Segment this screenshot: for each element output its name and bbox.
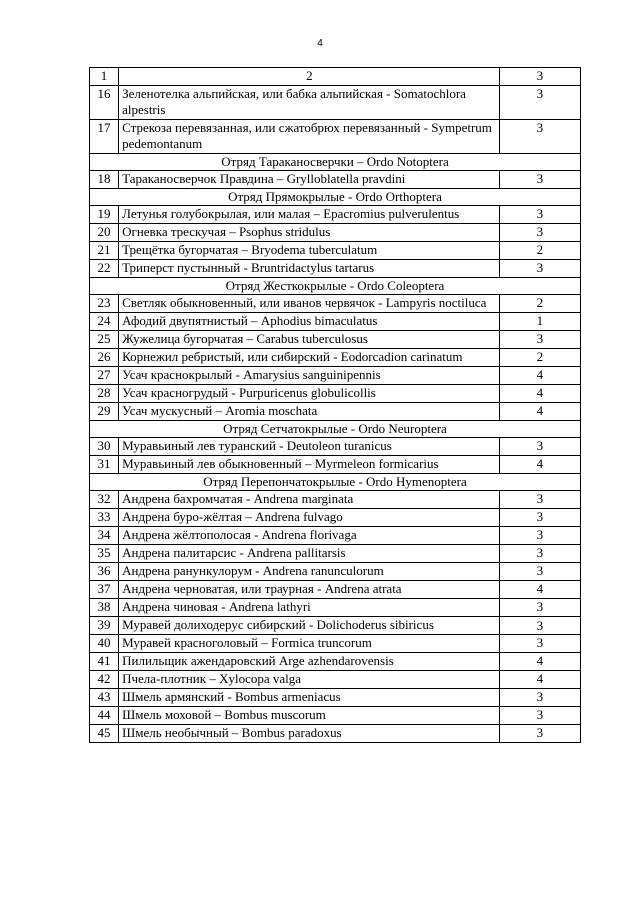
species-name: Светляк обыкновенный, или иванов червячок - Lampyris noctiluca <box>119 295 500 313</box>
category-value: 1 <box>499 313 580 331</box>
category-value: 2 <box>499 242 580 260</box>
order-title: Отряд Прямокрылые - Ordo Orthoptera <box>90 189 581 206</box>
table-row <box>90 707 581 725</box>
table-row <box>90 635 581 653</box>
category-value: 4 <box>499 403 580 421</box>
row-number: 28 <box>90 385 119 403</box>
row-number: 40 <box>90 635 119 653</box>
table-row <box>90 86 581 120</box>
category-value: 2 <box>499 295 580 313</box>
header-col-1: 1 <box>90 68 119 86</box>
species-table <box>89 67 581 743</box>
category-value: 3 <box>499 86 580 120</box>
row-number: 25 <box>90 331 119 349</box>
row-number: 21 <box>90 242 119 260</box>
category-value: 3 <box>499 725 580 743</box>
row-number: 37 <box>90 581 119 599</box>
table-row <box>90 331 581 349</box>
category-value: 3 <box>499 617 580 635</box>
category-value: 3 <box>499 599 580 617</box>
table-row <box>90 367 581 385</box>
table-row <box>90 313 581 331</box>
species-name: Усач красногрудый - Purpuricenus globulicollis <box>119 385 500 403</box>
row-number: 19 <box>90 206 119 224</box>
table-row <box>90 206 581 224</box>
table-row <box>90 617 581 635</box>
order-row <box>90 474 581 491</box>
category-value: 2 <box>499 349 580 367</box>
page-number: 4 <box>317 38 323 49</box>
row-number: 27 <box>90 367 119 385</box>
row-number: 35 <box>90 545 119 563</box>
row-number: 44 <box>90 707 119 725</box>
row-number: 24 <box>90 313 119 331</box>
row-number: 42 <box>90 671 119 689</box>
row-number: 34 <box>90 527 119 545</box>
row-number: 31 <box>90 456 119 474</box>
species-name: Шмель моховой – Bombus muscorum <box>119 707 500 725</box>
category-value: 3 <box>499 260 580 278</box>
header-row <box>90 68 581 86</box>
row-number: 45 <box>90 725 119 743</box>
category-value: 4 <box>499 385 580 403</box>
header-col-2: 2 <box>119 68 500 86</box>
row-number: 16 <box>90 86 119 120</box>
row-number: 41 <box>90 653 119 671</box>
table-row <box>90 671 581 689</box>
species-name: Андрена буро-жёлтая – Andrena fulvago <box>119 509 500 527</box>
order-row <box>90 154 581 171</box>
species-name: Андрена чиновая - Andrena lathyri <box>119 599 500 617</box>
species-name: Андрена черноватая, или траурная - Andrena atrata <box>119 581 500 599</box>
species-name: Муравей красноголовый – Formica truncorum <box>119 635 500 653</box>
species-name: Андрена жёлтополосая - Andrena florivaga <box>119 527 500 545</box>
species-name: Триперст пустынный - Bruntridactylus tartarus <box>119 260 500 278</box>
table-row <box>90 527 581 545</box>
category-value: 3 <box>499 224 580 242</box>
table-row <box>90 224 581 242</box>
header-col-3: 3 <box>499 68 580 86</box>
order-title: Отряд Перепончатокрылые - Ordo Hymenoptera <box>90 474 581 491</box>
species-name: Усач мускусный – Aromia moschata <box>119 403 500 421</box>
table-row <box>90 120 581 154</box>
table-row <box>90 242 581 260</box>
order-title: Отряд Тараканосверчки – Ordo Notoptera <box>90 154 581 171</box>
category-value: 3 <box>499 635 580 653</box>
row-number: 29 <box>90 403 119 421</box>
order-row <box>90 189 581 206</box>
table-row <box>90 599 581 617</box>
category-value: 3 <box>499 689 580 707</box>
row-number: 22 <box>90 260 119 278</box>
species-name: Тараканосверчок Правдина – Grylloblatella pravdini <box>119 171 500 189</box>
table-row <box>90 260 581 278</box>
table-row <box>90 491 581 509</box>
species-name: Муравьиный лев туранский - Deutoleon turanicus <box>119 438 500 456</box>
order-title: Отряд Жесткокрылые - Ordo Coleoptera <box>90 278 581 295</box>
row-number: 23 <box>90 295 119 313</box>
table-row <box>90 456 581 474</box>
species-name: Стрекоза перевязанная, или сжатобрюх перевязанный - Sympetrum pedemontanum <box>119 120 500 154</box>
category-value: 3 <box>499 491 580 509</box>
species-name: Андрена палитарсис - Andrena pallitarsis <box>119 545 500 563</box>
table-row <box>90 689 581 707</box>
table-row <box>90 581 581 599</box>
species-name: Летунья голубокрылая, или малая – Epacromius pulverulentus <box>119 206 500 224</box>
category-value: 3 <box>499 206 580 224</box>
species-table-body <box>90 68 581 743</box>
species-name: Пчела-плотник – Xylocopa valga <box>119 671 500 689</box>
category-value: 4 <box>499 456 580 474</box>
species-name: Афодий двупятнистый – Aphodius bimaculatus <box>119 313 500 331</box>
species-name: Усач краснокрылый - Amarysius sanguinipennis <box>119 367 500 385</box>
category-value: 4 <box>499 671 580 689</box>
category-value: 3 <box>499 707 580 725</box>
table-row <box>90 385 581 403</box>
row-number: 38 <box>90 599 119 617</box>
row-number: 30 <box>90 438 119 456</box>
order-title: Отряд Сетчатокрылые - Ordo Neuroptera <box>90 421 581 438</box>
row-number: 20 <box>90 224 119 242</box>
table-row <box>90 725 581 743</box>
category-value: 3 <box>499 563 580 581</box>
category-value: 3 <box>499 545 580 563</box>
row-number: 26 <box>90 349 119 367</box>
category-value: 3 <box>499 438 580 456</box>
species-name: Муравей долиходерус сибирский - Dolichoderus sibiricus <box>119 617 500 635</box>
table-row <box>90 653 581 671</box>
table-row <box>90 545 581 563</box>
table-row <box>90 349 581 367</box>
row-number: 18 <box>90 171 119 189</box>
category-value: 3 <box>499 120 580 154</box>
table-row <box>90 438 581 456</box>
category-value: 3 <box>499 527 580 545</box>
category-value: 3 <box>499 171 580 189</box>
species-name: Муравьиный лев обыкновенный – Myrmeleon formicarius <box>119 456 500 474</box>
table-row <box>90 403 581 421</box>
species-name: Жужелица бугорчатая – Carabus tuberculosus <box>119 331 500 349</box>
species-name: Андрена бахромчатая - Andrena marginata <box>119 491 500 509</box>
species-name: Андрена ранункулорум - Andrena ranunculorum <box>119 563 500 581</box>
category-value: 4 <box>499 581 580 599</box>
table-row <box>90 295 581 313</box>
order-row <box>90 278 581 295</box>
row-number: 36 <box>90 563 119 581</box>
species-name: Шмель армянский - Bombus armeniacus <box>119 689 500 707</box>
row-number: 39 <box>90 617 119 635</box>
species-name: Шмель необычный – Bombus paradoxus <box>119 725 500 743</box>
category-value: 3 <box>499 509 580 527</box>
species-name: Зеленотелка альпийская, или бабка альпийская - Somatochlora alpestris <box>119 86 500 120</box>
species-name: Огневка трескучая – Psophus stridulus <box>119 224 500 242</box>
row-number: 33 <box>90 509 119 527</box>
row-number: 43 <box>90 689 119 707</box>
table-row <box>90 509 581 527</box>
table-row <box>90 563 581 581</box>
row-number: 17 <box>90 120 119 154</box>
category-value: 4 <box>499 367 580 385</box>
row-number: 32 <box>90 491 119 509</box>
species-name: Корнежил ребристый, или сибирский - Eodorcadion carinatum <box>119 349 500 367</box>
category-value: 3 <box>499 331 580 349</box>
category-value: 4 <box>499 653 580 671</box>
species-name: Пилильщик ажендаровский Arge azhendarovensis <box>119 653 500 671</box>
species-name: Трещётка бугорчатая – Bryodema tuberculatum <box>119 242 500 260</box>
table-row <box>90 171 581 189</box>
order-row <box>90 421 581 438</box>
